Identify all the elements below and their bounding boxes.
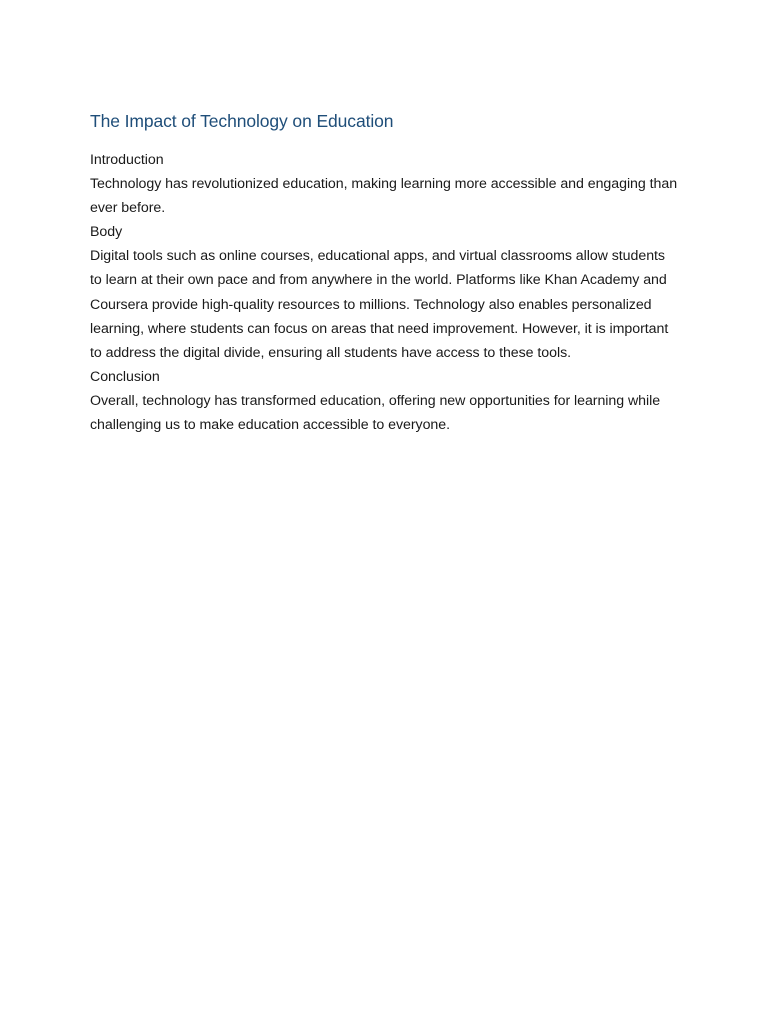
document-title: The Impact of Technology on Education	[90, 111, 394, 131]
document-content	[90, 108, 680, 437]
conclusion-heading: Conclusion	[90, 368, 160, 385]
body-paragraph: Digital tools such as online courses, educational apps, and virtual classrooms allow students to learn at their own pace and from anywhere in the world. Platforms like Khan Academy and Coursera provide high-quality resources to millions. Technology also enables personalized learning, where students can focus on areas that need improvement. However, it is important to address the digital divide, ensuring all students have access to these tools.	[90, 248, 669, 361]
introduction-heading: Introduction	[90, 152, 164, 168]
introduction-paragraph: Technology has revolutionized education, making learning more accessible and engaging than ever before.	[90, 176, 678, 217]
body-heading: Body	[90, 224, 123, 241]
conclusion-paragraph: Overall, technology has transformed education, offering new opportunities for learning while challenging us to make education accessible to everyone.	[90, 392, 661, 434]
